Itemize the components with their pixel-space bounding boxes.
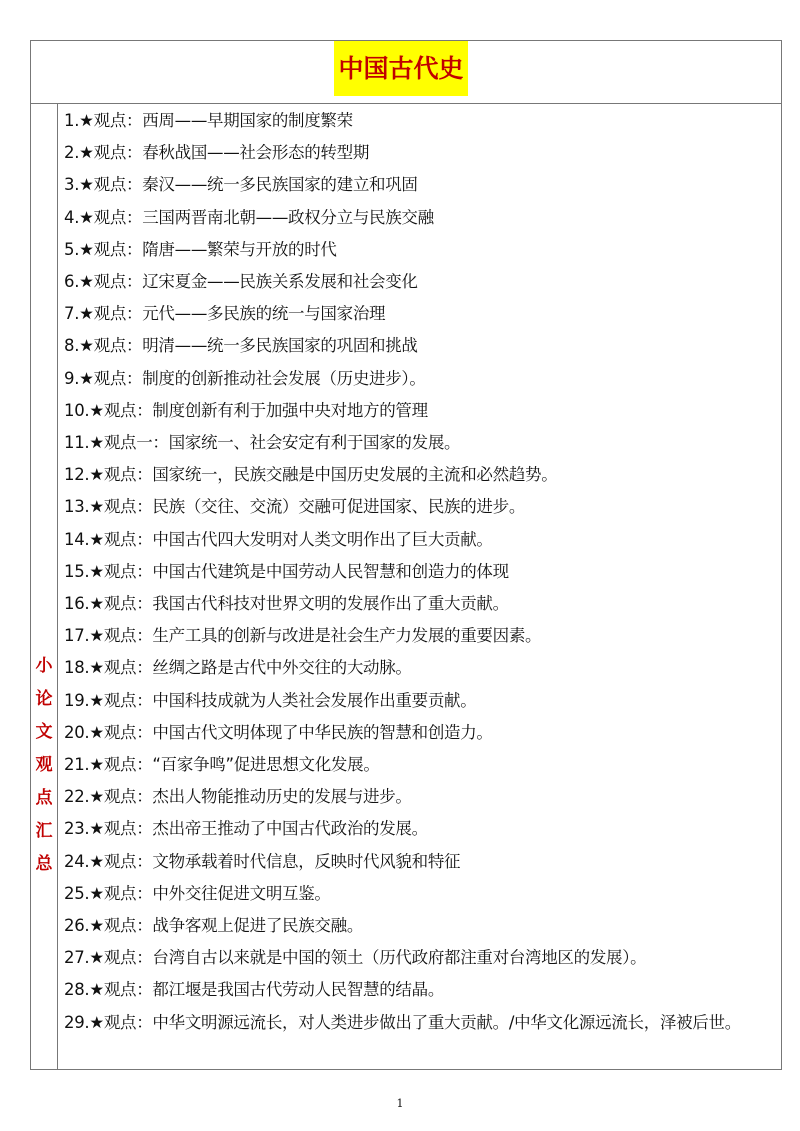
list-item: 6.★观点：辽宋夏金——民族关系发展和社会变化: [64, 272, 418, 292]
viewpoint-list: [64, 105, 773, 1039]
side-label-char: 小: [35, 656, 53, 676]
list-item: 16.★观点：我国古代科技对世界文明的发展作出了重大贡献。: [64, 594, 509, 614]
list-item: 18.★观点：丝绸之路是古代中外交往的大动脉。: [64, 658, 412, 678]
side-label-char: 文: [35, 722, 53, 742]
list-item: 22.★观点：杰出人物能推动历史的发展与进步。: [64, 787, 412, 807]
side-label-char: 观: [35, 755, 53, 775]
list-item: 21.★观点：“百家争鸣”促进思想文化发展。: [64, 755, 380, 775]
list-item: 10.★观点：制度创新有利于加强中央对地方的管理: [64, 400, 428, 420]
list-item: 28.★观点：都江堰是我国古代劳动人民智慧的结晶。: [64, 980, 445, 1000]
list-item: 2.★观点：春秋战国——社会形态的转型期: [64, 143, 370, 163]
page-number: 1: [396, 1097, 404, 1110]
list-item: 5.★观点：隋唐——繁荣与开放的时代: [64, 239, 337, 259]
list-item: 13.★观点：民族（交往、交流）交融可促进国家、民族的进步。: [64, 497, 526, 517]
content-table: [30, 40, 782, 1070]
side-label-char: 汇: [35, 821, 53, 841]
list-item: 11.★观点一：国家统一、社会安定有利于国家的发展。: [64, 433, 461, 453]
list-item: 17.★观点：生产工具的创新与改进是社会生产力发展的重要因素。: [64, 626, 542, 646]
list-item: 12.★观点：国家统一，民族交融是中国历史发展的主流和必然趋势。: [64, 465, 558, 485]
list-item: 14.★观点：中国古代四大发明对人类文明作出了巨大贡献。: [64, 529, 493, 549]
side-label-char: 点: [35, 788, 53, 808]
list-item: 15.★观点：中国古代建筑是中国劳动人民智慧和创造力的体现: [64, 561, 509, 581]
list-item: 25.★观点：中外交往促进文明互鉴。: [64, 883, 331, 903]
list-item: 1.★观点：西周——早期国家的制度繁荣: [64, 111, 353, 130]
page-title: 中国古代史: [334, 41, 468, 96]
list-item: 24.★观点：文物承载着时代信息，反映时代风貌和特征: [64, 851, 461, 871]
side-column: [31, 103, 58, 1069]
list-item: 20.★观点：中国古代文明体现了中华民族的智慧和创造力。: [64, 722, 493, 742]
header-row: [31, 41, 781, 104]
list-item: 9.★观点：制度的创新推动社会发展（历史进步）。: [64, 368, 426, 388]
side-label-char: 总: [35, 854, 53, 874]
list-item: 7.★观点：元代——多民族的统一与国家治理: [64, 304, 386, 324]
list-item: 8.★观点：明清——统一多民族国家的巩固和挑战: [64, 336, 418, 356]
list-item: 19.★观点：中国科技成就为人类社会发展作出重要贡献。: [64, 690, 477, 710]
side-label: [31, 650, 57, 881]
list-item: 3.★观点：秦汉——统一多民族国家的建立和巩固: [64, 175, 418, 195]
list-item: 23.★观点：杰出帝王推动了中国古代政治的发展。: [64, 819, 428, 839]
side-label-char: 论: [35, 689, 53, 709]
list-item: 26.★观点：战争客观上促进了民族交融。: [64, 916, 364, 936]
list-item: 27.★观点：台湾自古以来就是中国的领土（历代政府都注重对台湾地区的发展）。: [64, 948, 647, 968]
list-item: 29.★观点：中华文明源远流长，对人类进步做出了重大贡献。/中华文化源远流长，泽被后世。: [64, 1012, 741, 1032]
list-item: 4.★观点：三国两晋南北朝——政权分立与民族交融: [64, 207, 434, 227]
